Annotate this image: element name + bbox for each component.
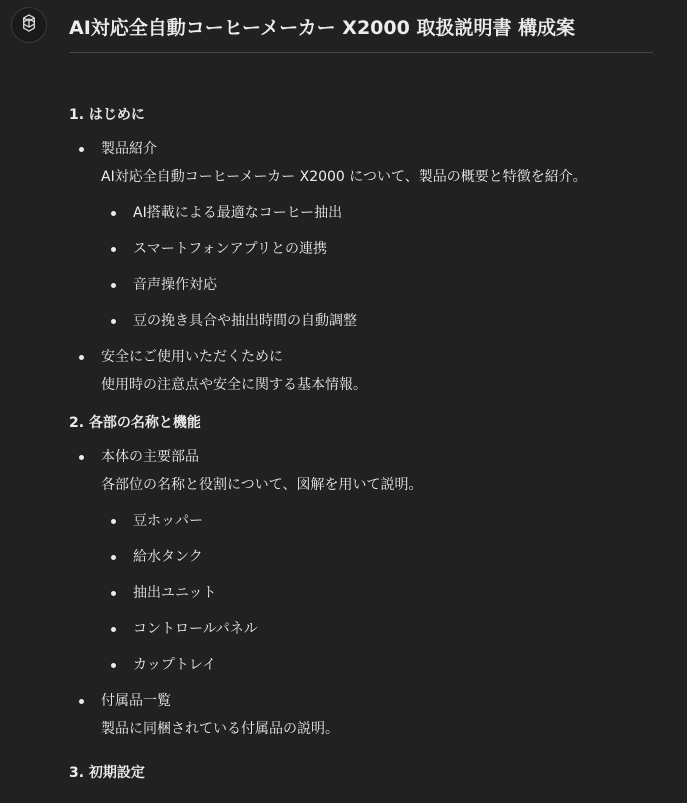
sub-list-item-label: 豆ホッパー bbox=[133, 513, 203, 529]
list-item bbox=[69, 346, 659, 396]
item-heading: 付属品一覧 bbox=[101, 693, 171, 709]
sub-list-item bbox=[101, 310, 659, 332]
section-title: 1. はじめに bbox=[69, 107, 145, 123]
bullet-icon bbox=[111, 319, 116, 324]
list-item bbox=[69, 446, 659, 676]
sub-list-item-label: 給水タンク bbox=[133, 549, 203, 565]
sub-list-item bbox=[101, 510, 659, 532]
list-item bbox=[69, 690, 659, 740]
list-item bbox=[69, 138, 659, 332]
sub-list-item bbox=[101, 546, 659, 568]
bullet-icon bbox=[111, 247, 116, 252]
document-title: AI対応全自動コーヒーメーカー X2000 取扱説明書 構成案 bbox=[69, 17, 576, 39]
bullet-icon bbox=[79, 455, 84, 460]
section-title: 2. 各部の名称と機能 bbox=[69, 415, 201, 431]
item-description: 各部位の名称と役割について、図解を用いて説明。 bbox=[101, 477, 423, 493]
sub-list-item-label: 抽出ユニット bbox=[133, 585, 217, 601]
sub-list-item bbox=[101, 202, 659, 224]
sub-list-item-label: 音声操作対応 bbox=[133, 277, 217, 293]
bullet-icon bbox=[79, 699, 84, 704]
bullet-icon bbox=[111, 211, 116, 216]
bullet-icon bbox=[111, 555, 116, 560]
bullet-icon bbox=[111, 283, 116, 288]
sub-list-item bbox=[101, 654, 659, 676]
section-title: 3. 初期設定 bbox=[69, 765, 145, 781]
sub-list-item bbox=[101, 274, 659, 296]
item-heading: 製品紹介 bbox=[101, 141, 157, 157]
item-description: 製品に同梱されている付属品の説明。 bbox=[101, 721, 339, 737]
bullet-icon bbox=[79, 147, 84, 152]
message-content bbox=[69, 0, 659, 784]
sub-list bbox=[101, 510, 659, 676]
sub-list-item bbox=[101, 582, 659, 604]
sub-list-item-label: AI搭載による最適なコーヒー抽出 bbox=[133, 205, 343, 221]
sub-list-item bbox=[101, 238, 659, 260]
item-description: 使用時の注意点や安全に関する基本情報。 bbox=[101, 377, 367, 393]
item-heading: 本体の主要部品 bbox=[101, 449, 199, 465]
bullet-icon bbox=[111, 663, 116, 668]
assistant-avatar bbox=[11, 7, 47, 43]
item-heading: 安全にご使用いただくために bbox=[101, 349, 283, 365]
bullet-icon bbox=[111, 627, 116, 632]
sub-list-item-label: 豆の挽き具合や抽出時間の自動調整 bbox=[133, 313, 357, 329]
bullet-icon bbox=[111, 591, 116, 596]
title-divider bbox=[69, 52, 653, 53]
sub-list-item-label: コントロールパネル bbox=[133, 621, 258, 637]
bullet-icon bbox=[111, 519, 116, 524]
item-description: AI対応全自動コーヒーメーカー X2000 について、製品の概要と特徴を紹介。 bbox=[101, 169, 587, 185]
sub-list-item bbox=[101, 618, 659, 640]
sub-list-item-label: スマートフォンアプリとの連携 bbox=[133, 241, 328, 257]
openai-logo-icon bbox=[18, 12, 40, 38]
bullet-icon bbox=[79, 355, 84, 360]
sub-list-item-label: カップトレイ bbox=[133, 657, 217, 673]
sub-list bbox=[101, 202, 659, 332]
